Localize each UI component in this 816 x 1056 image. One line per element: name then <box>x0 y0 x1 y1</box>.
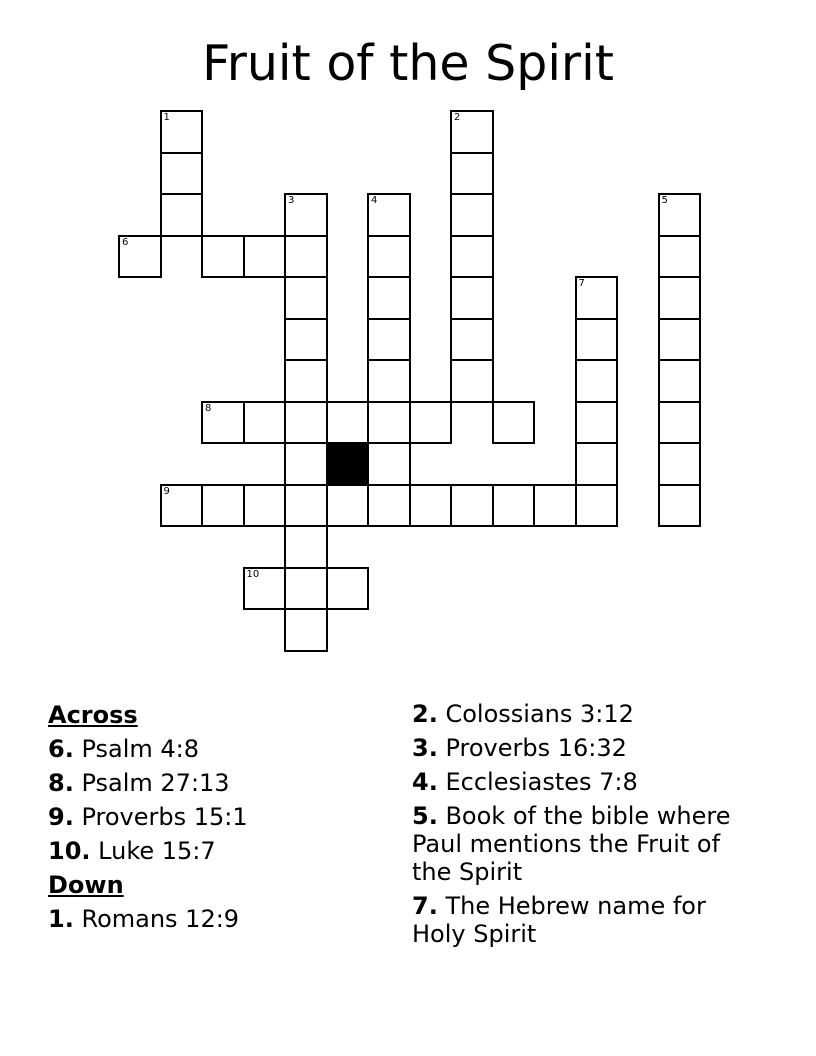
clue-number: 7. <box>412 892 438 920</box>
grid-cell[interactable] <box>450 276 494 320</box>
grid-cell[interactable] <box>575 484 619 528</box>
clue-down-1 <box>48 905 378 933</box>
grid-cell[interactable] <box>409 484 453 528</box>
grid-cell[interactable] <box>450 235 494 279</box>
clue-across-9 <box>48 803 378 831</box>
grid-cell[interactable] <box>450 359 494 403</box>
cell-number: 1 <box>163 112 170 123</box>
cell-number: 8 <box>205 402 212 414</box>
grid-cell[interactable] <box>492 401 536 445</box>
grid-cell[interactable] <box>492 484 536 528</box>
grid-cell[interactable] <box>367 235 411 279</box>
grid-cell[interactable] <box>284 318 328 362</box>
grid-cell[interactable] <box>658 401 702 445</box>
grid-cell[interactable] <box>243 401 287 445</box>
grid-cell[interactable] <box>658 276 702 320</box>
grid-cell[interactable] <box>450 193 494 237</box>
grid-cell[interactable] <box>201 235 245 279</box>
grid-cell[interactable] <box>160 193 204 237</box>
clue-text: Psalm 4:8 <box>81 735 200 763</box>
clue-number: 2. <box>412 700 438 728</box>
cell-number: 5 <box>661 195 668 206</box>
clues-right-column <box>412 700 752 954</box>
grid-cell[interactable] <box>284 401 328 445</box>
cell-number: 7 <box>578 278 585 289</box>
clue-down-7 <box>412 892 752 948</box>
grid-cell[interactable] <box>367 484 411 528</box>
cell-number: 9 <box>163 485 170 497</box>
grid-cell[interactable] <box>243 484 287 528</box>
grid-cell[interactable] <box>533 484 577 528</box>
grid-cell[interactable] <box>575 276 619 320</box>
grid-cell[interactable] <box>658 442 702 486</box>
grid-cell[interactable] <box>658 318 702 362</box>
cell-number: 6 <box>122 236 129 248</box>
grid-cell[interactable] <box>284 484 328 528</box>
grid-cell[interactable] <box>658 193 702 237</box>
clue-number: 8. <box>48 769 74 797</box>
grid-cell[interactable] <box>284 359 328 403</box>
clue-number: 3. <box>412 734 438 762</box>
grid-cell[interactable] <box>658 359 702 403</box>
cell-number: 2 <box>454 112 461 123</box>
grid-cell[interactable] <box>284 525 328 569</box>
clue-down-3 <box>412 734 752 762</box>
grid-cell[interactable] <box>367 193 411 237</box>
clue-number: 1. <box>48 905 74 933</box>
cell-number: 4 <box>371 195 378 206</box>
grid-cell[interactable] <box>284 235 328 279</box>
grid-cell[interactable] <box>409 401 453 445</box>
grid-cell[interactable] <box>284 442 328 486</box>
grid-cell[interactable] <box>326 484 370 528</box>
cell-number: 3 <box>288 195 295 206</box>
grid-cell[interactable] <box>367 276 411 320</box>
grid-cell[interactable] <box>575 359 619 403</box>
clue-text: Luke 15:7 <box>98 837 216 865</box>
grid-cell[interactable] <box>243 235 287 279</box>
grid-cell[interactable] <box>450 110 494 154</box>
grid-cell[interactable] <box>284 193 328 237</box>
grid-cell[interactable] <box>658 235 702 279</box>
grid-cell[interactable] <box>450 484 494 528</box>
clue-number: 6. <box>48 735 74 763</box>
clue-down-5 <box>412 802 752 886</box>
grid-cell[interactable] <box>201 401 245 445</box>
grid-cell[interactable] <box>575 318 619 362</box>
clue-text: The Hebrew name for Holy Spirit <box>412 892 706 948</box>
grid-cell[interactable] <box>450 152 494 196</box>
clue-number: 10. <box>48 837 91 865</box>
blocked-cell <box>326 442 370 486</box>
clue-text: Ecclesiastes 7:8 <box>445 768 638 796</box>
clue-number: 4. <box>412 768 438 796</box>
grid-cell[interactable] <box>367 318 411 362</box>
grid-cell[interactable] <box>367 401 411 445</box>
clues-left-column <box>48 700 378 939</box>
grid-cell[interactable] <box>658 484 702 528</box>
grid-cell[interactable] <box>118 235 162 279</box>
clue-text: Colossians 3:12 <box>445 700 634 728</box>
grid-cell[interactable] <box>367 442 411 486</box>
down-heading: Down <box>48 871 124 899</box>
grid-cell[interactable] <box>160 484 204 528</box>
grid-cell[interactable] <box>575 442 619 486</box>
grid-cell[interactable] <box>450 318 494 362</box>
page-title: Fruit of the Spirit <box>202 35 614 92</box>
clue-text: Proverbs 15:1 <box>81 803 248 831</box>
grid-cell[interactable] <box>367 359 411 403</box>
grid-cell[interactable] <box>326 401 370 445</box>
cell-number: 10 <box>246 568 260 580</box>
grid-cell[interactable] <box>575 401 619 445</box>
clue-across-10 <box>48 837 378 865</box>
grid-cell[interactable] <box>284 567 328 611</box>
grid-cell[interactable] <box>160 152 204 196</box>
clue-across-8 <box>48 769 378 797</box>
clue-number: 9. <box>48 803 74 831</box>
clue-text: Romans 12:9 <box>81 905 240 933</box>
grid-cell[interactable] <box>160 110 204 154</box>
grid-cell[interactable] <box>284 276 328 320</box>
grid-cell[interactable] <box>326 567 370 611</box>
clue-text: Book of the bible where Paul mentions the Fruit of the Spirit <box>412 802 731 886</box>
clue-text: Psalm 27:13 <box>81 769 230 797</box>
grid-cell[interactable] <box>243 567 287 611</box>
clue-down-2 <box>412 700 752 728</box>
clue-text: Proverbs 16:32 <box>445 734 627 762</box>
grid-cell[interactable] <box>201 484 245 528</box>
clue-down-4 <box>412 768 752 796</box>
clue-number: 5. <box>412 802 438 830</box>
grid-cell[interactable] <box>284 608 328 652</box>
clue-across-6 <box>48 735 378 763</box>
across-heading: Across <box>48 701 138 729</box>
